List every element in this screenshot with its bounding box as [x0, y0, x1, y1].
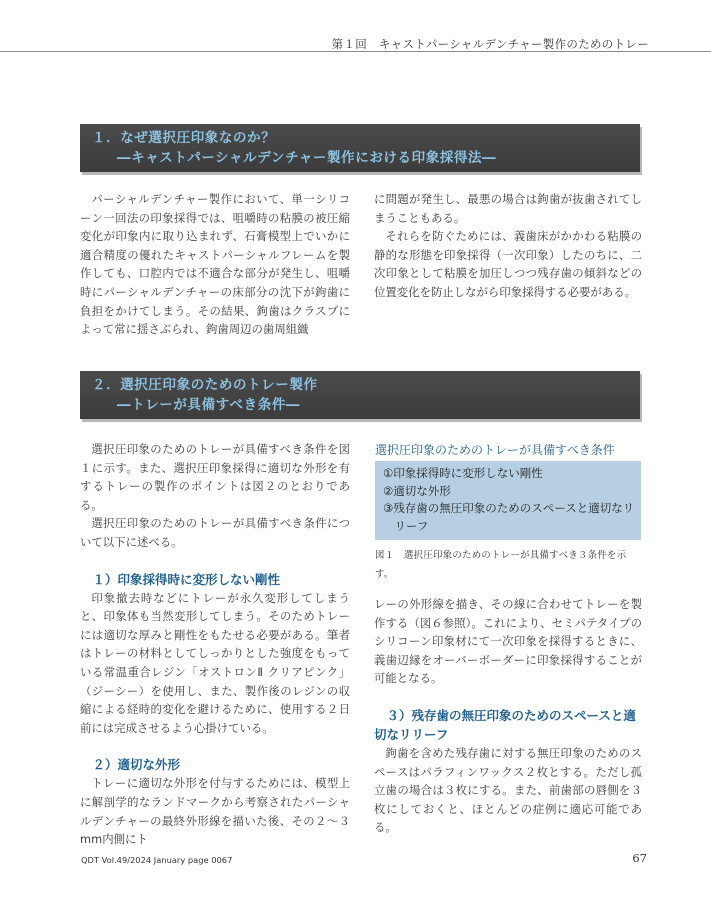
journal-footer: QDT Vol.49/2024 January page 0067 [81, 855, 233, 865]
subsection-2-body-continued: レーの外形線を描き、その線に合わせてトレーを製作する（図６参照）。これにより、セミパテタイプのシリコーン印象材にて一次印象を採得するときに、義歯辺縁をオーバーボーダーに印象採得することが可能となる。 [374, 597, 642, 686]
figure-1 [375, 441, 641, 584]
page-number: 67 [632, 851, 647, 865]
figure-1-title: 選択圧印象のためのトレーが具備すべき条件 [375, 443, 615, 457]
header-rule [0, 51, 711, 52]
section-2-subtitle: ―トレーが具備すべき条件― [117, 397, 301, 413]
subsection-2-body: トレーに適切な外形を付与するためには、模型上に解剖学的なランドマークから考察されたパーシャルデンチャーの最終外形線を描いた後、その２～３mm内側にト [80, 776, 350, 847]
condition-item: ①印象採得時に変形しない剛性 [383, 466, 543, 480]
subsection-3-heading: ３）残存歯の無圧印象のためのスペースと適切なリリーフ [374, 707, 636, 742]
section-2-heading [80, 371, 640, 419]
section-1-right-column [374, 190, 642, 302]
conditions-box [375, 461, 641, 540]
section-1-paragraph-1-continued: に問題が発生し、最悪の場合は鉤歯が抜歯されてしまうこともある。 [374, 192, 642, 225]
section-2-right-column [374, 595, 642, 837]
section-2-intro-paragraph-1: 選択圧印象のためのトレーが具備すべき条件を図１に示す。また、選択圧印象採得に適切な外形を有するトレーの製作のポイントは図２のとおりである。 [80, 442, 350, 512]
section-2-title: ２．選択圧印象のためのトレー製作 [92, 377, 318, 393]
section-1-heading [80, 124, 640, 172]
condition-item: ③残存歯の無圧印象のためのスペースと適切なリリーフ [383, 501, 635, 533]
subsection-1-body: 印象撤去時などにトレーが永久変形してしまうと、印象体も当然変形してしまう。そのためトレーには適切な厚みと剛性をもたせる必要がある。筆者はトレーの材料としてしっかりとした強度をもっている常温重合レジン「オストロンⅡ クリアピンク」（ジーシー）を使用し、また、製作後のレジンの収縮による経時的変化を避けるために、使用する２日前には完成させるよう心掛けている。 [80, 590, 350, 735]
subsection-1-heading: １）印象採得時に変形しない剛性 [92, 571, 281, 587]
running-header: 第１回 キャストパーシャルデンチャー製作のためのトレー [331, 37, 649, 51]
section-1-left-column [80, 190, 350, 339]
section-1-title: １．なぜ選択圧印象なのか？ [92, 130, 276, 146]
section-1-paragraph-2: それらを防ぐためには、義歯床がかかわる粘膜の静的な形態を印象採得（一次印象）したのちに、二次印象として粘膜を加圧しつつ残存歯の傾斜などの位置変化を防止しながら印象採得する必要がある。 [374, 229, 642, 299]
subsection-3-body: 鉤歯を含めた残存歯に対する無圧印象のためのスペースはパラフィンワックス２枚とする。ただし孤立歯の場合は３枚にする。また、前歯部の唇側を３枚にしておくと、ほとんどの症例に適応可能である。 [374, 745, 642, 835]
figure-1-caption: 図１ 選択圧印象のためのトレーが具備すべき３条件を示す。 [375, 550, 627, 580]
section-2-left-column [80, 440, 350, 849]
section-1-subtitle: ―キャストパーシャルデンチャー製作における印象採得法― [117, 150, 497, 166]
condition-item: ②適切な外形 [383, 483, 451, 498]
subsection-2-heading: ２）適切な外形 [92, 757, 181, 773]
section-1-paragraph-1: パーシャルデンチャー製作において、単一シリコーン一回法の印象採得では、咀嚼時の粘膜の被圧縮変化が印象内に取り込まれず、石膏模型上でいかに適合精度の優れたキャストパーシャルフレームを製作しても、口腔内では不適合な部分が発生し、咀嚼時にパーシャルデンチャーの床部分の沈下が鉤歯に負担をかけてしまう。その結果、鉤歯はクラスプによって常に揺さぶられ、鉤歯周辺の歯周組織 [80, 192, 350, 337]
section-2-intro-paragraph-2: 選択圧印象のためのトレーが具備すべき条件について以下に述べる。 [80, 516, 350, 549]
